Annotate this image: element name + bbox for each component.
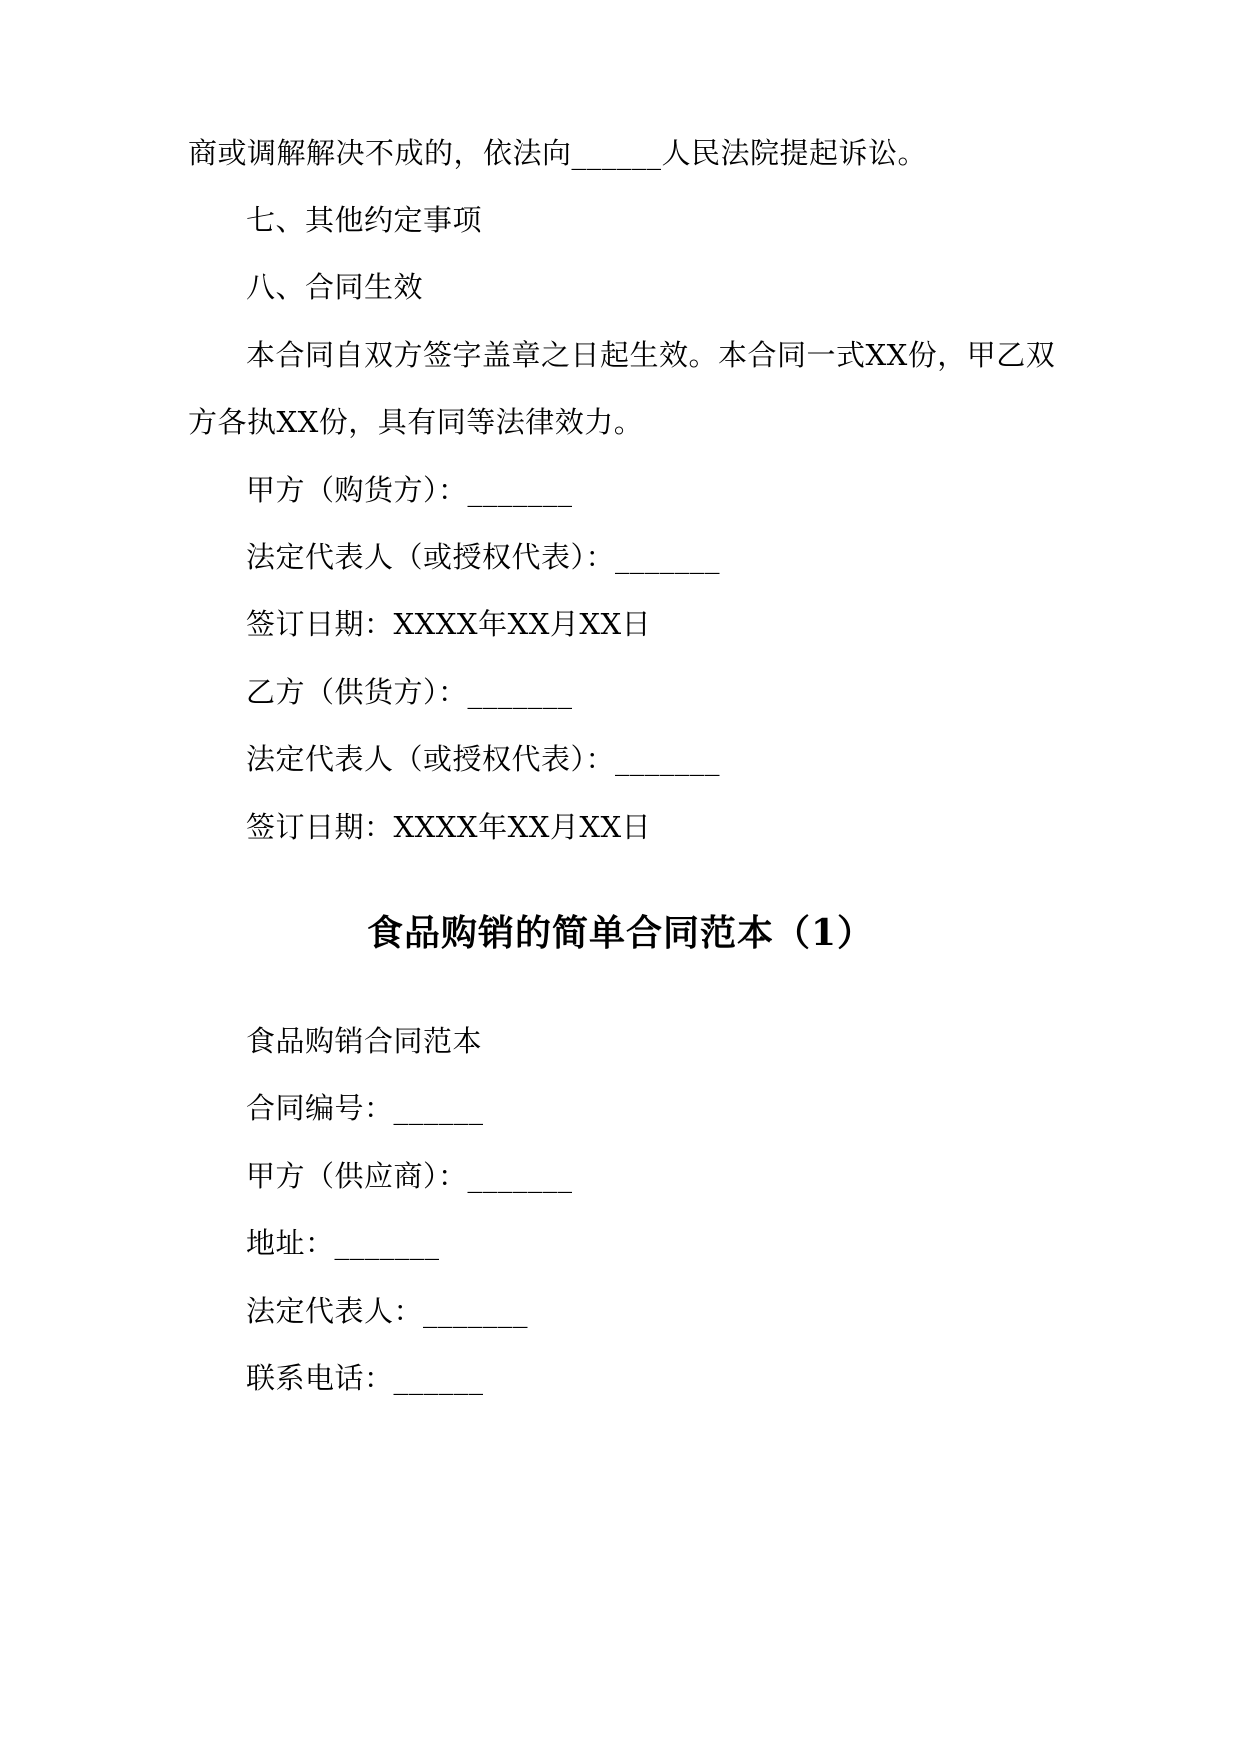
party-a-buyer-signature: 甲方（购货方）：_______ [246, 473, 573, 507]
effect-paragraph-line-2: 方各执XX份，具有同等法律效力。 [188, 405, 644, 439]
party-b-sign-date: 签订日期：XXXX年XX月XX日 [246, 810, 652, 844]
party-a-representative: 法定代表人（或授权代表）：_______ [246, 540, 721, 574]
party-a-sign-date: 签订日期：XXXX年XX月XX日 [246, 607, 652, 641]
party-b-representative: 法定代表人（或授权代表）：_______ [246, 742, 721, 776]
legal-representative-field: 法定代表人：_______ [246, 1294, 529, 1328]
dispute-clause-continuation: 商或调解解决不成的，依法向______人民法院提起诉讼。 [188, 136, 928, 170]
address-field: 地址：_______ [246, 1226, 440, 1260]
contract-title: 食品购销的简单合同范本（1） [366, 912, 875, 954]
effect-paragraph-line-1: 本合同自双方签字盖章之日起生效。本合同一式XX份，甲乙双 [246, 338, 1056, 372]
clause-eight-title: 八、合同生效 [246, 270, 424, 304]
contract-subtitle: 食品购销合同范本 [246, 1024, 483, 1058]
clause-seven-title: 七、其他约定事项 [246, 203, 483, 237]
party-a-supplier-field: 甲方（供应商）：_______ [246, 1159, 573, 1193]
contract-number-field: 合同编号：______ [246, 1091, 484, 1125]
phone-field: 联系电话：______ [246, 1361, 484, 1395]
party-b-seller-signature: 乙方（供货方）：_______ [246, 675, 573, 709]
